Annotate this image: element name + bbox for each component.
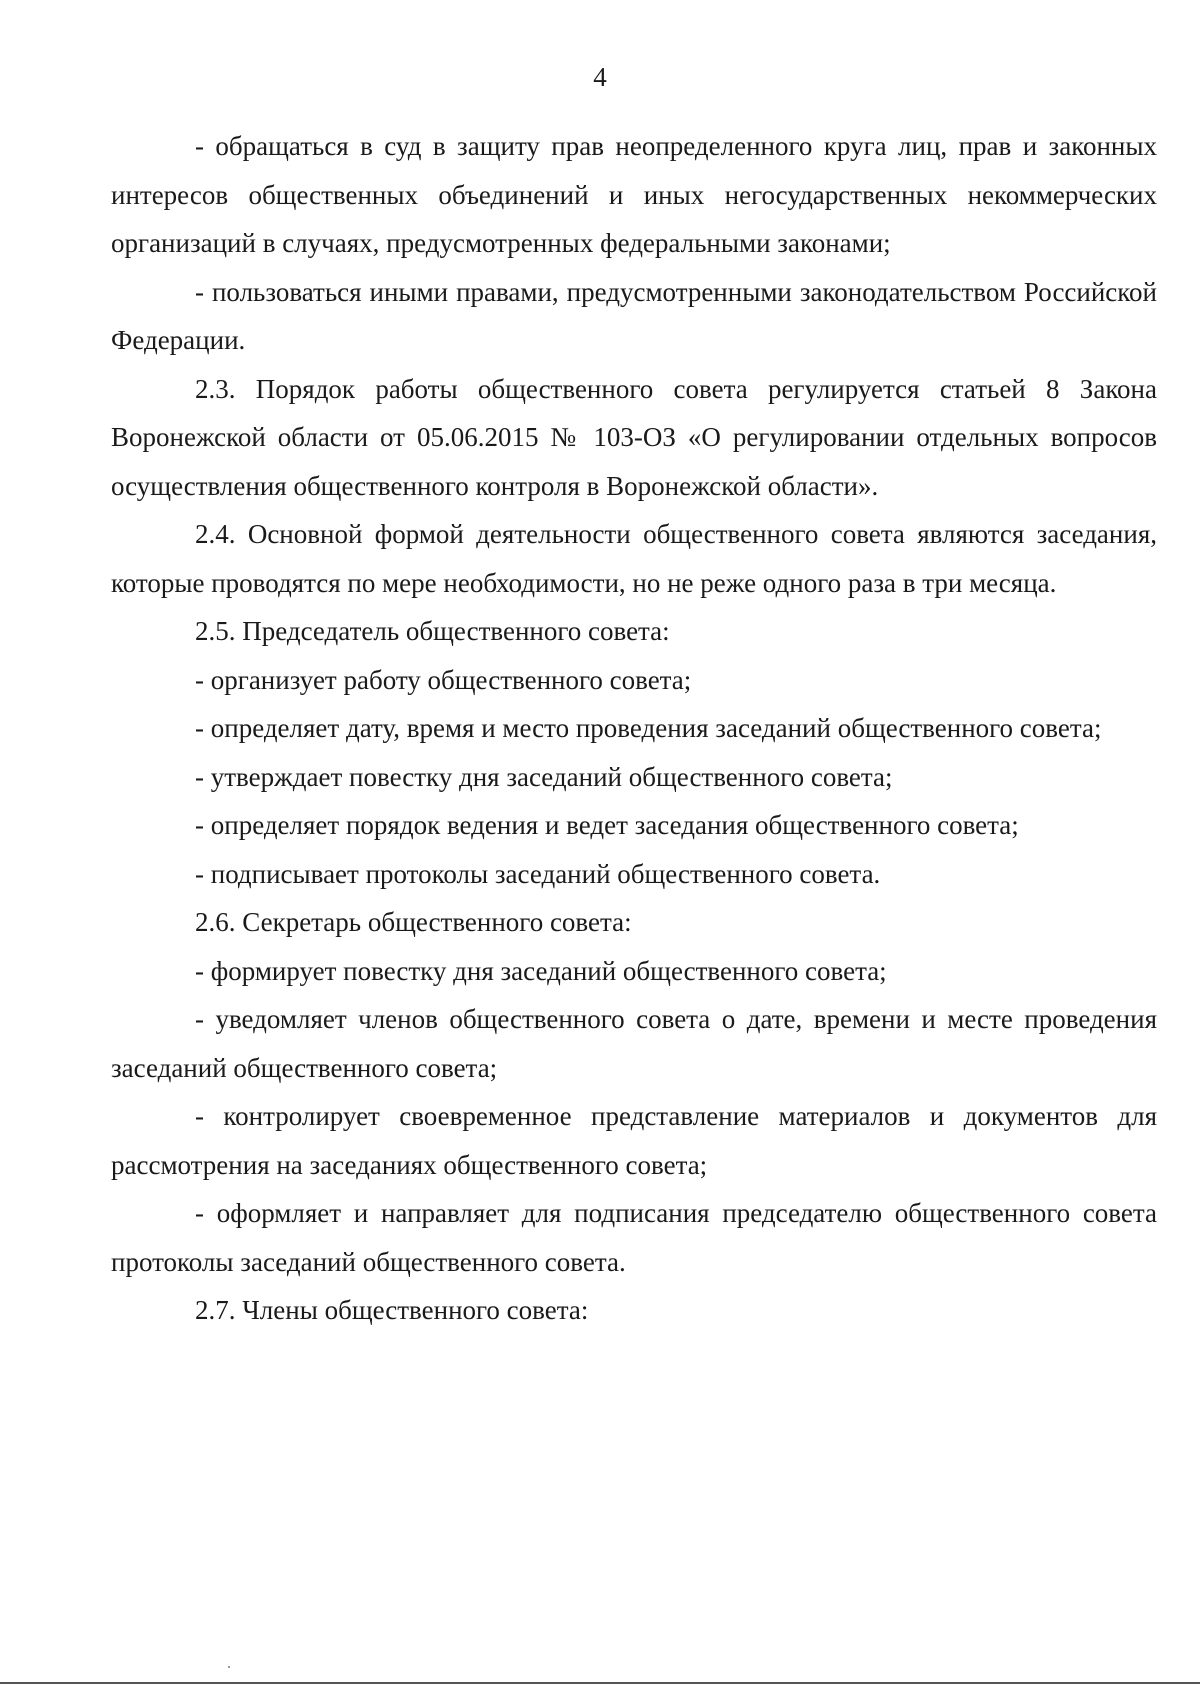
document-body [111, 122, 1157, 1335]
paragraph-2-4-meetings: 2.4. Основной формой деятельности общественного совета являются заседания, которые проводятся по мере необходимости, но не реже одного раза в три месяца. [111, 519, 1157, 598]
list-item-signs-protocols: - подписывает протоколы заседаний общественного совета. [195, 858, 881, 889]
list-item-approves-agenda: - утверждает повестку дня заседаний общественного совета; [195, 761, 893, 792]
paragraph-2-3-procedure: 2.3. Порядок работы общественного совета регулируется статьей 8 Закона Воронежской области от 05.06.2015 № 103-ОЗ «О регулировании отдельных вопросов осуществления общественного контроля в Воронежской области». [111, 373, 1157, 501]
list-item-sets-meeting-date: - определяет дату, время и место проведения заседаний общественного совета; [195, 713, 1102, 743]
list-item-prepares-protocols: - оформляет и направляет для подписания председателю общественного совета протоколы заседаний общественного совета. [111, 1198, 1157, 1277]
paragraph-2-7-members-heading: 2.7. Члены общественного совета: [195, 1295, 589, 1325]
scan-artifact [228, 1666, 230, 1668]
paragraph-2-5-chairman-heading: 2.5. Председатель общественного совета: [195, 616, 670, 646]
paragraph-2-6-secretary-heading: 2.6. Секретарь общественного совета: [195, 907, 632, 937]
list-item-organizes-work: - организует работу общественного совета; [195, 664, 692, 695]
paragraph-other-rights: - пользоваться иными правами, предусмотренными законодательством Российской Федерации. [111, 276, 1157, 355]
paragraph-court-appeal: - обращаться в суд в защиту прав неопределенного круга лиц, прав и законных интересов общественных объединений и иных негосударственных некоммерческих организаций в случаях, предусмотренных федеральными законами; [111, 131, 1157, 258]
page-number: 4 [593, 62, 607, 92]
list-item-forms-agenda: - формирует повестку дня заседаний общественного совета; [195, 955, 887, 986]
list-item-controls-materials: - контролирует своевременное представление материалов и документов для рассмотрения на заседаниях общественного совета; [111, 1101, 1157, 1180]
list-item-conducts-meetings: - определяет порядок ведения и ведет заседания общественного совета; [195, 810, 1019, 840]
page-bottom-edge [0, 1682, 1200, 1684]
list-item-notifies-members: - уведомляет членов общественного совета о дате, времени и месте проведения заседаний общественного совета; [111, 1004, 1157, 1083]
